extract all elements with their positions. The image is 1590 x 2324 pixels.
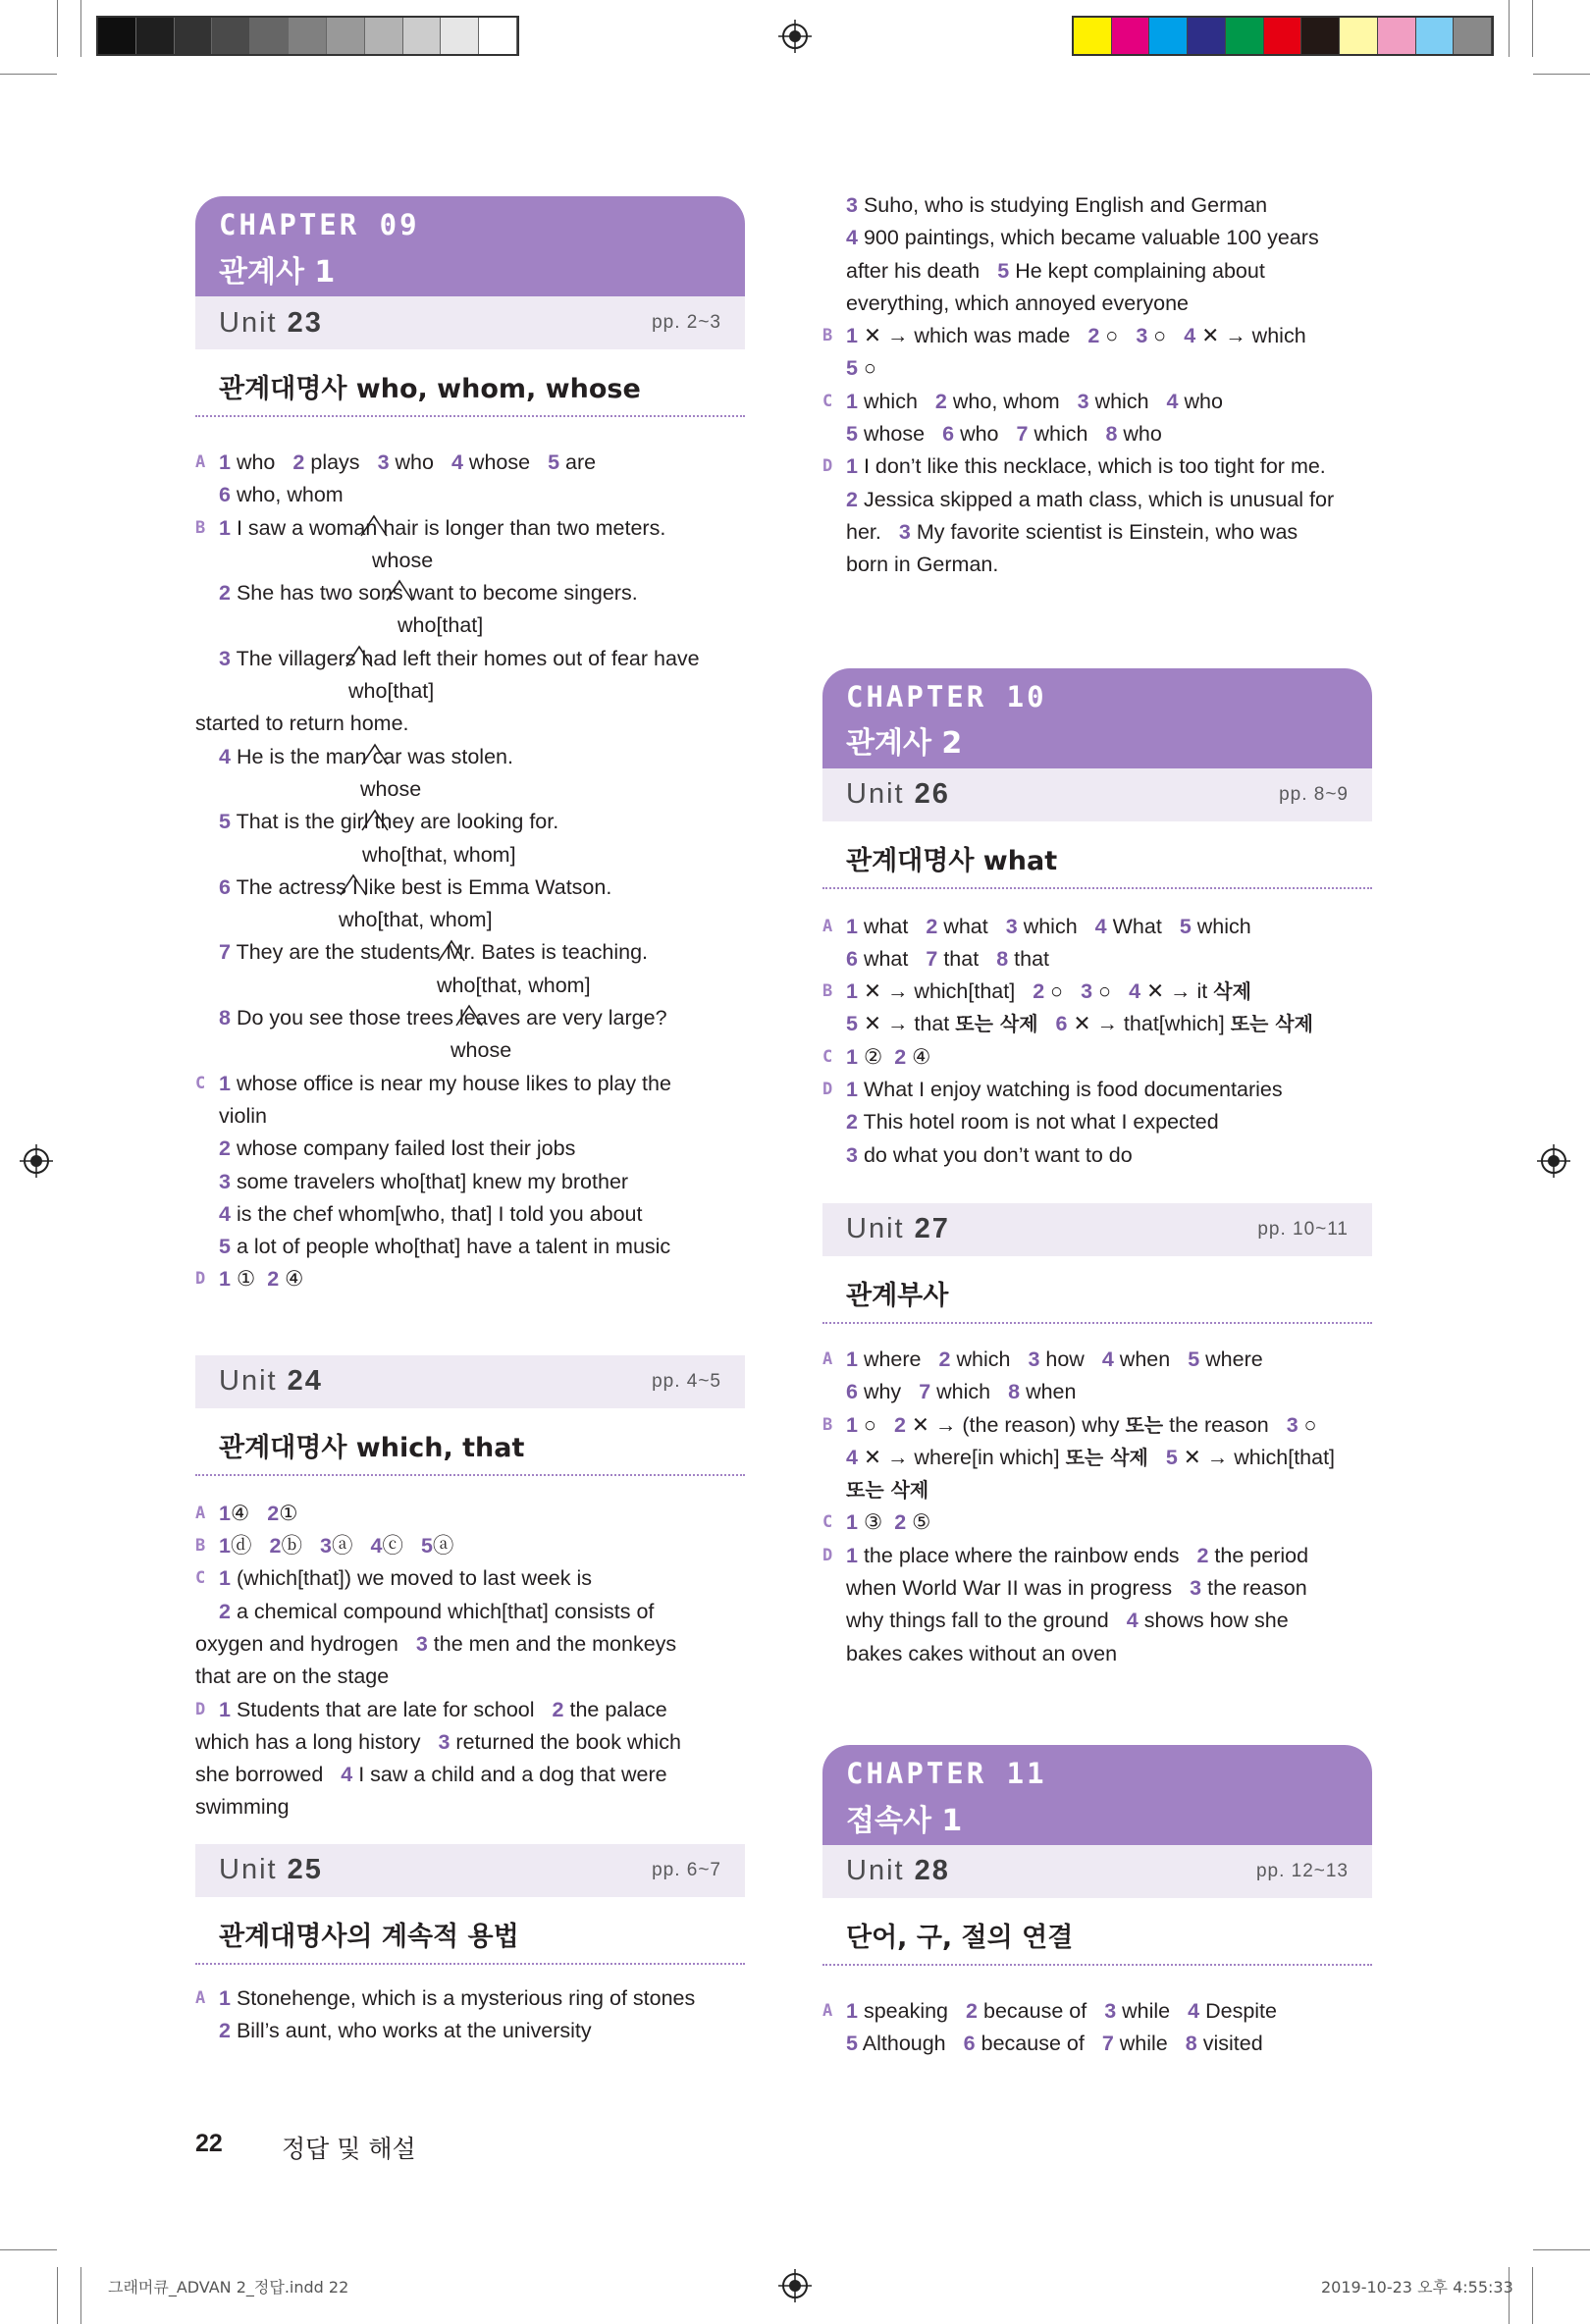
answer-line: C 1 whose office is near my house likes to play the [195, 1071, 671, 1095]
unit-25-answers [195, 1965, 745, 2048]
unit-pages: pp. 8~9 [1279, 783, 1349, 805]
answer-line: 2 a chemical compound which[that] consists of [219, 1599, 655, 1623]
chapter-title: 관계사 1 [219, 254, 336, 290]
answer-line: when World War II was in progress 3 the reason [846, 1576, 1307, 1601]
right-column [822, 189, 1372, 2061]
color-swatch [1378, 18, 1416, 54]
insertion-line [195, 545, 745, 577]
answer-line: 5 a lot of people who[that] have a talent in music [219, 1235, 671, 1259]
crop-mark [0, 74, 57, 75]
chapter-label: CHAPTER 11 [846, 1756, 1047, 1790]
color-swatch [1112, 18, 1150, 54]
unit-28-title: 단어, 구, 절의 연결 [822, 1898, 1372, 1966]
unit-27-answers [822, 1324, 1372, 1670]
gray-swatch [289, 18, 327, 54]
insertion-line [195, 609, 745, 642]
unit-23-bar [195, 296, 745, 349]
answer-line: B 1 I saw a woman hair is longer than two meters. [195, 515, 666, 540]
answer-line: D 1 Students that are late for school 2 the palace [195, 1697, 667, 1721]
insertion-word: whose [450, 1038, 512, 1063]
insertion-caret-icon [360, 743, 390, 766]
answer-line: 5 ○ [846, 356, 876, 381]
answer-line: 5 Although 6 because of 7 while 8 visited [846, 2032, 1263, 2056]
page-label: 정답 및 해설 [282, 2135, 416, 2163]
insertion-word: who[that] [348, 679, 435, 704]
answer-line: 3 The villagers had left their homes out of fear have [219, 646, 700, 670]
answer-line: why things fall to the ground 4 shows how she [846, 1609, 1289, 1633]
gray-swatch [175, 18, 213, 54]
unit-pages: pp. 10~11 [1257, 1218, 1349, 1240]
unit-28-answers [822, 1966, 1372, 2061]
unit-name: Unit 28 [846, 1855, 950, 1887]
answer-line: D 1 the place where the rainbow ends 2 the period [822, 1543, 1309, 1567]
gray-swatch [479, 18, 517, 54]
unit-23-answers [195, 417, 745, 1296]
answer-line: B 1ⓓ 2ⓑ 3ⓐ 4ⓒ 5ⓐ [195, 1534, 454, 1558]
answer-line: 3 do what you don’t want to do [846, 1142, 1133, 1167]
chapter-title: 접속사 1 [846, 1803, 963, 1838]
chapter-09-header [195, 196, 745, 296]
insertion-line [195, 773, 745, 806]
insertion-word: who[that, whom] [362, 842, 516, 867]
answer-line: 4 900 paintings, which became valuable 100 years [846, 226, 1319, 250]
file-slug: 그래머큐_ADVAN 2_정답.indd 22 [108, 2278, 349, 2297]
answer-line: 7 They are the students Mr. Bates is teaching. [219, 940, 649, 965]
unit-pages: pp. 12~13 [1255, 1860, 1349, 1881]
answer-line: B 1 ✕ → which[that] 2 ○ 3 ○ 4 ✕ → it 삭제 [822, 979, 1251, 1004]
answer-line: everything, which annoyed everyone [846, 290, 1189, 315]
answer-line: 4 He is the man car was stolen. [219, 744, 513, 768]
crop-mark [57, 0, 58, 57]
insertion-caret-icon [385, 579, 414, 603]
gray-swatch [98, 18, 136, 54]
answer-line: 5 whose 6 who 7 which 8 who [846, 422, 1162, 447]
insertion-caret-icon [454, 1004, 484, 1028]
answer-line: A 1 Stonehenge, which is a mysterious ring of stones [195, 1985, 696, 2010]
answer-line: she borrowed 4 I saw a child and a dog that were [195, 1763, 667, 1787]
answer-line: which has a long history 3 returned the book which [195, 1729, 681, 1754]
crop-mark [57, 2267, 58, 2324]
insertion-word: who[that, whom] [339, 908, 493, 932]
unit-24-bar [195, 1355, 745, 1408]
unit-28-bar [822, 1845, 1372, 1898]
unit-pages: pp. 4~5 [652, 1370, 721, 1392]
gray-swatch [212, 18, 250, 54]
unit-name: Unit 26 [846, 778, 950, 811]
chapter-label: CHAPTER 10 [846, 679, 1047, 713]
unit-24-title: 관계대명사 which, that [195, 1408, 745, 1476]
answer-line: D 1 What I enjoy watching is food documentaries [822, 1078, 1283, 1102]
chapter-11-header [822, 1745, 1372, 1845]
answer-line: D 1 ① 2 ④ [195, 1267, 304, 1292]
grayscale-color-bar [96, 16, 519, 56]
page-number: 22 [195, 2130, 223, 2157]
insertion-line [195, 1034, 745, 1067]
color-swatch [1454, 18, 1492, 54]
answer-line: 4 is the chef whom[who, that] I told you about [219, 1201, 643, 1226]
answer-line: B 1 ✕ → which was made 2 ○ 3 ○ 4 ✕ → which [822, 324, 1306, 348]
answer-line: D 1 I don’t like this necklace, which is too tight for me. [822, 454, 1326, 479]
unit-25-bar [195, 1844, 745, 1897]
answer-line: A 1 where 2 which 3 how 4 when 5 where [822, 1347, 1263, 1371]
color-swatch [1301, 18, 1340, 54]
answer-line: after his death 5 He kept complaining about [846, 258, 1265, 283]
unit-pages: pp. 6~7 [652, 1859, 721, 1880]
color-swatch [1188, 18, 1226, 54]
color-swatch [1074, 18, 1112, 54]
answer-line: 5 ✕ → that 또는 삭제 6 ✕ → that[which] 또는 삭제 [846, 1012, 1313, 1036]
answer-line: 6 what 7 that 8 that [846, 946, 1050, 971]
print-timestamp: 2019-10-23 오후 4:55:33 [1321, 2278, 1513, 2297]
answer-line: 2 This hotel room is not what I expected [846, 1110, 1219, 1135]
gray-swatch [441, 18, 479, 54]
color-swatch [1416, 18, 1455, 54]
answer-line: A 1 what 2 what 3 which 4 What 5 which [822, 914, 1251, 938]
answer-line: 5 That is the girl they are looking for. [219, 810, 559, 834]
registration-mark-icon [20, 1144, 53, 1178]
answer-line: violin [219, 1103, 267, 1128]
insertion-caret-icon [339, 873, 368, 897]
left-column [195, 196, 745, 2047]
unit-25-answers-continued [822, 189, 1372, 582]
chapter-title: 관계사 2 [846, 726, 963, 762]
crop-mark [1509, 0, 1510, 57]
unit-25-title: 관계대명사의 계속적 용법 [195, 1897, 745, 1965]
insertion-word: who[that] [398, 613, 484, 638]
insertion-word: whose [372, 548, 434, 572]
answer-line: A 1 who 2 plays 3 who 4 whose 5 are [195, 450, 597, 474]
answer-line: 3 some travelers who[that] knew my brother [219, 1169, 629, 1193]
registration-mark-icon [1537, 1144, 1570, 1178]
insertion-line [195, 675, 745, 708]
answer-line: B 1 ○ 2 ✕ → (the reason) why 또는 the reason 3 ○ [822, 1412, 1317, 1437]
unit-24-answers [195, 1476, 745, 1824]
insertion-caret-icon [360, 809, 390, 832]
unit-name: Unit 23 [219, 306, 323, 339]
answer-line: C 1 (which[that]) we moved to last week is [195, 1566, 593, 1591]
answer-line: 2 Jessica skipped a math class, which is unusual for [846, 487, 1335, 511]
gray-swatch [403, 18, 442, 54]
answer-line: swimming [195, 1795, 290, 1820]
answer-line: A 1④ 2① [195, 1501, 298, 1525]
answer-line: 6 The actress I like best is Emma Watson. [219, 874, 612, 899]
color-swatch [1149, 18, 1188, 54]
unit-name: Unit 25 [219, 1854, 323, 1886]
answer-line: A 1 speaking 2 because of 3 while 4 Despite [822, 1998, 1277, 2023]
unit-26-answers [822, 889, 1372, 1172]
insertion-line [195, 904, 745, 936]
answer-line: 6 why 7 which 8 when [846, 1380, 1077, 1404]
chapter-10-header [822, 668, 1372, 768]
answer-line: C 1 which 2 who, whom 3 which 4 who [822, 389, 1223, 413]
answer-line: 6 who, whom [219, 483, 344, 507]
insertion-line [195, 839, 745, 872]
unit-pages: pp. 2~3 [652, 312, 721, 333]
answer-line: oxygen and hydrogen 3 the men and the monkeys [195, 1631, 677, 1656]
insertion-word: who[that, whom] [437, 973, 591, 997]
gray-swatch [250, 18, 289, 54]
registration-mark-icon [778, 20, 812, 53]
unit-26-bar [822, 768, 1372, 821]
color-swatch [1264, 18, 1302, 54]
registration-mark-icon [778, 2269, 812, 2302]
crop-mark [1532, 2267, 1533, 2324]
answer-line: 2 whose company failed lost their jobs [219, 1136, 576, 1161]
answer-line: born in German. [846, 553, 999, 577]
answer-line: 8 Do you see those trees leaves are very large? [219, 1006, 667, 1030]
crop-mark [0, 2249, 57, 2250]
color-swatch [1340, 18, 1378, 54]
answer-line: 2 She has two sons want to become singers. [219, 581, 638, 606]
chapter-label: CHAPTER 09 [219, 208, 420, 241]
answer-line: 4 ✕ → where[in which] 또는 삭제 5 ✕ → which[that] [846, 1445, 1336, 1469]
process-color-bar [1072, 16, 1494, 56]
answer-line: started to return home. [195, 712, 409, 736]
insertion-caret-icon [359, 514, 389, 538]
answer-line: 또는 삭제 [846, 1478, 929, 1503]
unit-26-title: 관계대명사 what [822, 821, 1372, 889]
gray-swatch [327, 18, 365, 54]
crop-mark [80, 0, 81, 57]
answer-line: C 1 ② 2 ④ [822, 1044, 931, 1069]
unit-27-bar [822, 1203, 1372, 1256]
unit-name: Unit 24 [219, 1365, 323, 1398]
answer-line: 3 Suho, who is studying English and German [846, 193, 1268, 217]
insertion-line [195, 970, 745, 1002]
crop-mark [80, 2267, 81, 2324]
unit-name: Unit 27 [846, 1213, 950, 1245]
answer-line: her. 3 My favorite scientist is Einstein, who was [846, 519, 1298, 544]
color-swatch [1226, 18, 1264, 54]
crop-mark [1533, 2249, 1590, 2250]
unit-27-title: 관계부사 [822, 1256, 1372, 1324]
gray-swatch [136, 18, 175, 54]
crop-mark [1533, 74, 1590, 75]
unit-23-title: 관계대명사 who, whom, whose [195, 349, 745, 417]
insertion-caret-icon [437, 939, 466, 963]
answer-line: bakes cakes without an oven [846, 1641, 1118, 1665]
answer-line: C 1 ③ 2 ⑤ [822, 1510, 931, 1535]
answer-line: 2 Bill’s aunt, who works at the university [219, 2018, 592, 2042]
insertion-caret-icon [344, 645, 374, 668]
gray-swatch [365, 18, 403, 54]
crop-mark [1532, 0, 1533, 57]
insertion-word: whose [360, 776, 422, 801]
answer-line: that are on the stage [195, 1664, 390, 1689]
